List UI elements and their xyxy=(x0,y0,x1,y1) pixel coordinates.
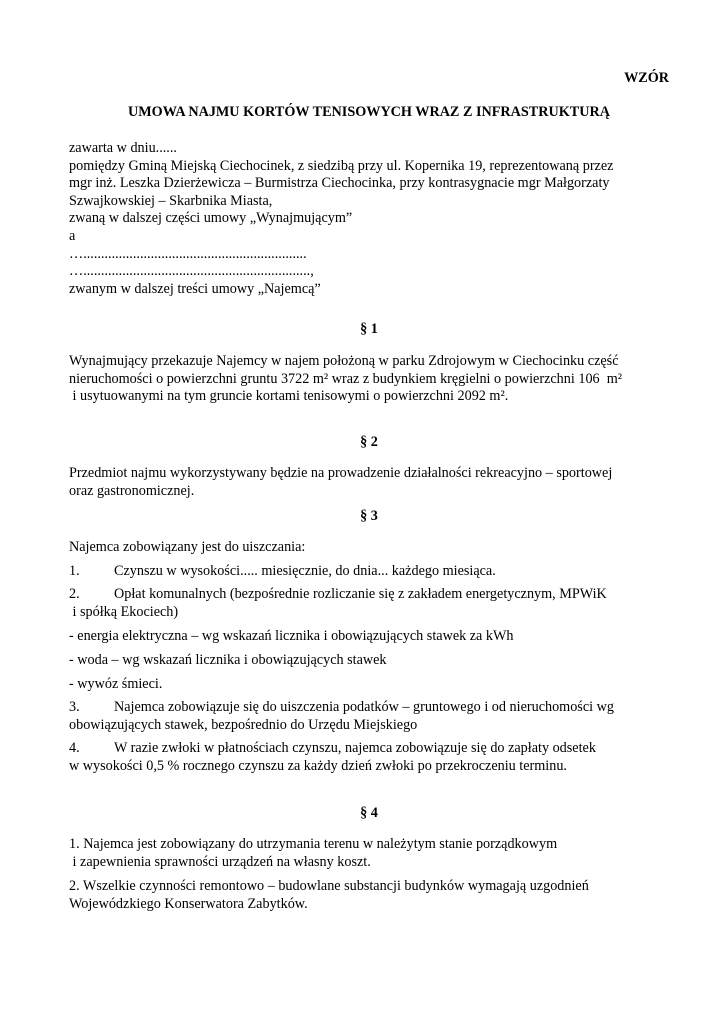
section-1-body xyxy=(69,353,669,406)
section-4-paragraph-2 xyxy=(69,878,669,913)
section-3-heading: § 3 xyxy=(360,508,378,524)
section-3-item-3 xyxy=(69,699,669,734)
paragraph-line: 2. Wszelkie czynności remontowo – budowlane substancji budynków wymagają uzgodnień xyxy=(69,878,589,894)
item-text: Opłat komunalnych (bezpośrednie rozliczanie się z zakładem energetycznym, MPWiK xyxy=(114,586,607,602)
intro-block xyxy=(69,140,669,298)
contract-title: UMOWA NAJMU KORTÓW TENISOWYCH WRAZ Z INFRASTRUKTURĄ xyxy=(128,104,610,120)
section-2-body xyxy=(69,465,669,500)
section-4-heading: § 4 xyxy=(360,805,378,821)
section-3-item-1 xyxy=(69,563,669,581)
section-2-line: oraz gastronomicznej. xyxy=(69,482,195,499)
section-2-line: Przedmiot najmu wykorzystywany będzie na prowadzenie działalności rekreacyjno – sportowej xyxy=(69,465,613,481)
list-dash-item: - wywóz śmieci. xyxy=(69,676,163,692)
intro-line: …............................................................... xyxy=(69,245,307,262)
item-number: 4. xyxy=(69,740,80,756)
section-1-heading: § 1 xyxy=(360,321,378,337)
item-text-continued: obowiązujących stawek, bezpośrednio do Urzędu Miejskiego xyxy=(69,716,418,733)
section-1-line: nieruchomości o powierzchni gruntu 3722 m² wraz z budynkiem kręgielni o powierzchni 106 m² xyxy=(69,370,623,387)
section-3-item-2 xyxy=(69,586,669,621)
section-2-heading: § 2 xyxy=(360,434,378,450)
intro-line: Szwajkowskiej – Skarbnika Miasta, xyxy=(69,192,273,209)
item-number: 3. xyxy=(69,699,80,715)
paragraph-line: 1. Najemca jest zobowiązany do utrzymania terenu w należytym stanie porządkowym xyxy=(69,836,558,852)
wzor-label: WZÓR xyxy=(624,70,669,86)
paragraph-line: Wojewódzkiego Konserwatora Zabytków. xyxy=(69,895,308,912)
item-text: Najemca zobowiązuje się do uiszczenia podatków – gruntowego i od nieruchomości wg xyxy=(114,699,614,715)
list-dash-item: - energia elektryczna – wg wskazań licznika i obowiązujących stawek za kWh xyxy=(69,628,514,644)
section-3-item-4 xyxy=(69,740,669,775)
section-1-line: i usytuowanymi na tym gruncie kortami tenisowymi o powierzchni 2092 m². xyxy=(69,388,509,405)
intro-line: zwaną w dalszej części umowy „Wynajmującym” xyxy=(69,210,353,227)
intro-line: …................................................................, xyxy=(69,263,314,280)
item-text: W razie zwłoki w płatnościach czynszu, najemca zobowiązuje się do zapłaty odsetek xyxy=(114,740,596,756)
list-dash-item: - woda – wg wskazań licznika i obowiązujących stawek xyxy=(69,652,387,668)
section-4-paragraph-1 xyxy=(69,836,669,871)
item-number: 1. xyxy=(69,563,80,579)
item-text-continued: i spółką Ekociech) xyxy=(69,603,179,620)
intro-line: pomiędzy Gminą Miejską Ciechocinek, z siedzibą przy ul. Kopernika 19, reprezentowaną przez xyxy=(69,157,614,174)
intro-line: zawarta w dniu...... xyxy=(69,140,177,156)
intro-line: a xyxy=(69,227,76,244)
item-text: Czynszu w wysokości..... miesięcznie, do dnia... każdego miesiąca. xyxy=(114,563,496,579)
section-3-lead: Najemca zobowiązany jest do uiszczania: xyxy=(69,539,306,555)
item-text-continued: w wysokości 0,5 % rocznego czynszu za każdy dzień zwłoki po przekroczeniu terminu. xyxy=(69,757,567,774)
section-1-line: Wynajmujący przekazuje Najemcy w najem położoną w parku Zdrojowym w Ciechocinku część xyxy=(69,353,619,369)
item-number: 2. xyxy=(69,586,80,602)
intro-line: mgr inż. Leszka Dzierżewicza – Burmistrza Ciechocinka, przy kontrasygnacie mgr Małgorzaty xyxy=(69,175,610,192)
intro-line: zwanym w dalszej treści umowy „Najemcą” xyxy=(69,280,321,297)
paragraph-line: i zapewnienia sprawności urządzeń na własny koszt. xyxy=(69,853,371,870)
